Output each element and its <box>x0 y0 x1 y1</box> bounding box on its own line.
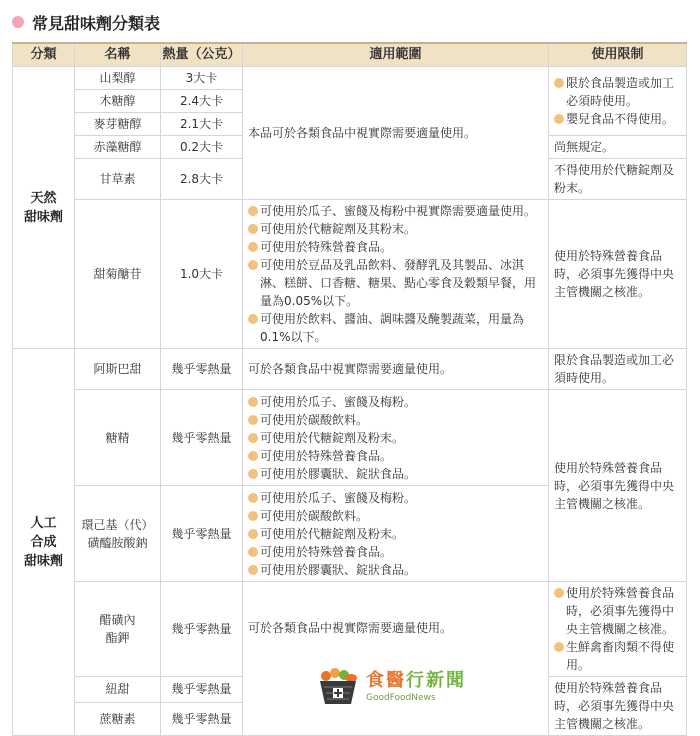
title-bar <box>12 10 160 34</box>
sweetener-name: 木糖醇 <box>75 90 161 113</box>
table-row <box>13 582 687 677</box>
bullet-item: 可使用於膠囊狀、錠狀食品。 <box>248 561 543 579</box>
sweetener-name: 麥芽糖醇 <box>75 113 161 136</box>
bullet-item: 可使用於代糖錠劑及粉末。 <box>248 429 543 447</box>
sweetener-name: 甜菊醣苷 <box>75 200 161 349</box>
scope-saccharin <box>243 390 549 486</box>
calories: 1.0大卡 <box>161 200 243 349</box>
title-dot-icon <box>12 16 24 28</box>
sweetener-name: 醋磺內 酯鉀 <box>75 582 161 677</box>
scope-natural-group: 本品可於各類食品中視實際需要適量使用。 <box>243 67 549 200</box>
bullet-item: 可使用於代糖錠劑及其粉末。 <box>248 220 543 238</box>
bullet-item: 可使用於瓜子、蜜餞及梅粉。 <box>248 489 543 507</box>
bullet-item: 使用於特殊營養食品時，必須事先獲得中央主管機關之核准。 <box>554 584 681 638</box>
bullet-item: 可使用於瓜子、蜜餞及梅粉。 <box>248 393 543 411</box>
sweetener-name: 環己基（代） 磺醯胺酸鈉 <box>75 486 161 582</box>
sweetener-name: 山梨醇 <box>75 67 161 90</box>
sweetener-table <box>12 42 687 736</box>
calories: 2.8大卡 <box>161 159 243 200</box>
sweetener-name: 紐甜 <box>75 677 161 703</box>
table-row <box>13 200 687 349</box>
sweetener-name: 蔗糖素 <box>75 702 161 735</box>
scope-artificial-group: 可於各類食品中視實際需要適量使用。 <box>243 582 549 736</box>
limit-stevia: 使用於特殊營養食品時，必須事先獲得中央主管機關之核准。 <box>549 200 687 349</box>
table-row <box>13 67 687 90</box>
bullet-item: 可使用於特殊營養食品。 <box>248 543 543 561</box>
header-name: 名稱 <box>75 43 161 67</box>
calories: 幾乎零熱量 <box>161 677 243 703</box>
food-basket-icon <box>316 667 360 707</box>
logo-english-text: GoodFoodNews <box>366 693 436 703</box>
bullet-item: 可使用於特殊營養食品。 <box>248 238 543 256</box>
logo-text-block <box>366 670 466 704</box>
limit-saccharin-cyclamate: 使用於特殊營養食品時，必須事先獲得中央主管機關之核准。 <box>549 390 687 582</box>
scope-cyclamate <box>243 486 549 582</box>
logo-chinese-text: 食醫行新聞 <box>366 670 466 691</box>
calories: 2.4大卡 <box>161 90 243 113</box>
limit-acesulfame <box>549 582 687 677</box>
limit-bullet-list <box>554 74 681 128</box>
limit-natural-group <box>549 67 687 136</box>
calories: 幾乎零熱量 <box>161 486 243 582</box>
bullet-item: 生鮮禽畜肉類不得使用。 <box>554 638 681 674</box>
calories: 3大卡 <box>161 67 243 90</box>
limit-aspartame: 限於食品製造或加工必須時使用。 <box>549 349 687 390</box>
sweetener-name: 糖精 <box>75 390 161 486</box>
sweetener-name: 甘草素 <box>75 159 161 200</box>
scope-aspartame: 可於各類食品中視實際需要適量使用。 <box>243 349 549 390</box>
header-scope: 適用範圍 <box>243 43 549 67</box>
scope-stevia <box>243 200 549 349</box>
scope-bullet-list <box>248 202 543 346</box>
bullet-item: 可使用於特殊營養食品。 <box>248 447 543 465</box>
limit-glycyrrhizin: 不得使用於代糖錠劑及粉末。 <box>549 159 687 200</box>
bullet-item: 可使用於飲料、醬油、調味醬及醃製蔬菜，用量為0.1%以下。 <box>248 310 543 346</box>
bullet-item: 嬰兒食品不得使用。 <box>554 110 681 128</box>
limit-bullet-list <box>554 584 681 674</box>
category-natural: 天然 甜味劑 <box>13 67 75 349</box>
calories: 0.2大卡 <box>161 136 243 159</box>
calories: 幾乎零熱量 <box>161 349 243 390</box>
calories: 幾乎零熱量 <box>161 702 243 735</box>
table-row <box>13 390 687 486</box>
page-title: 常見甜味劑分類表 <box>32 13 161 33</box>
bullet-item: 限於食品製造或加工必須時使用。 <box>554 74 681 110</box>
scope-bullet-list <box>248 393 543 483</box>
goodfoodnews-logo <box>316 664 496 710</box>
bullet-item: 可使用於瓜子、蜜餞及梅粉中視實際需要適量使用。 <box>248 202 543 220</box>
calories: 2.1大卡 <box>161 113 243 136</box>
bullet-item: 可使用於豆品及乳品飲料、發酵乳及其製品、冰淇淋、糕餅、口香糖、糖果、點心零食及穀類早餐，用量為0.05%以下。 <box>248 256 543 310</box>
bullet-item: 可使用於碳酸飲料。 <box>248 507 543 525</box>
header-calories: 熱量（公克） <box>161 43 243 67</box>
sweetener-name: 赤藻糖醇 <box>75 136 161 159</box>
header-limits: 使用限制 <box>549 43 687 67</box>
calories: 幾乎零熱量 <box>161 582 243 677</box>
bullet-item: 可使用於膠囊狀、錠狀食品。 <box>248 465 543 483</box>
scope-bullet-list <box>248 489 543 579</box>
table-header-row <box>13 43 687 67</box>
bullet-item: 可使用於碳酸飲料。 <box>248 411 543 429</box>
limit-erythritol: 尚無規定。 <box>549 136 687 159</box>
header-category: 分類 <box>13 43 75 67</box>
calories: 幾乎零熱量 <box>161 390 243 486</box>
table-row <box>13 349 687 390</box>
bullet-item: 可使用於代糖錠劑及粉末。 <box>248 525 543 543</box>
limit-neotame-sucralose: 使用於特殊營養食品時，必須事先獲得中央主管機關之核准。 <box>549 677 687 736</box>
sweetener-name: 阿斯巴甜 <box>75 349 161 390</box>
category-artificial: 人工 合成 甜味劑 <box>13 349 75 736</box>
